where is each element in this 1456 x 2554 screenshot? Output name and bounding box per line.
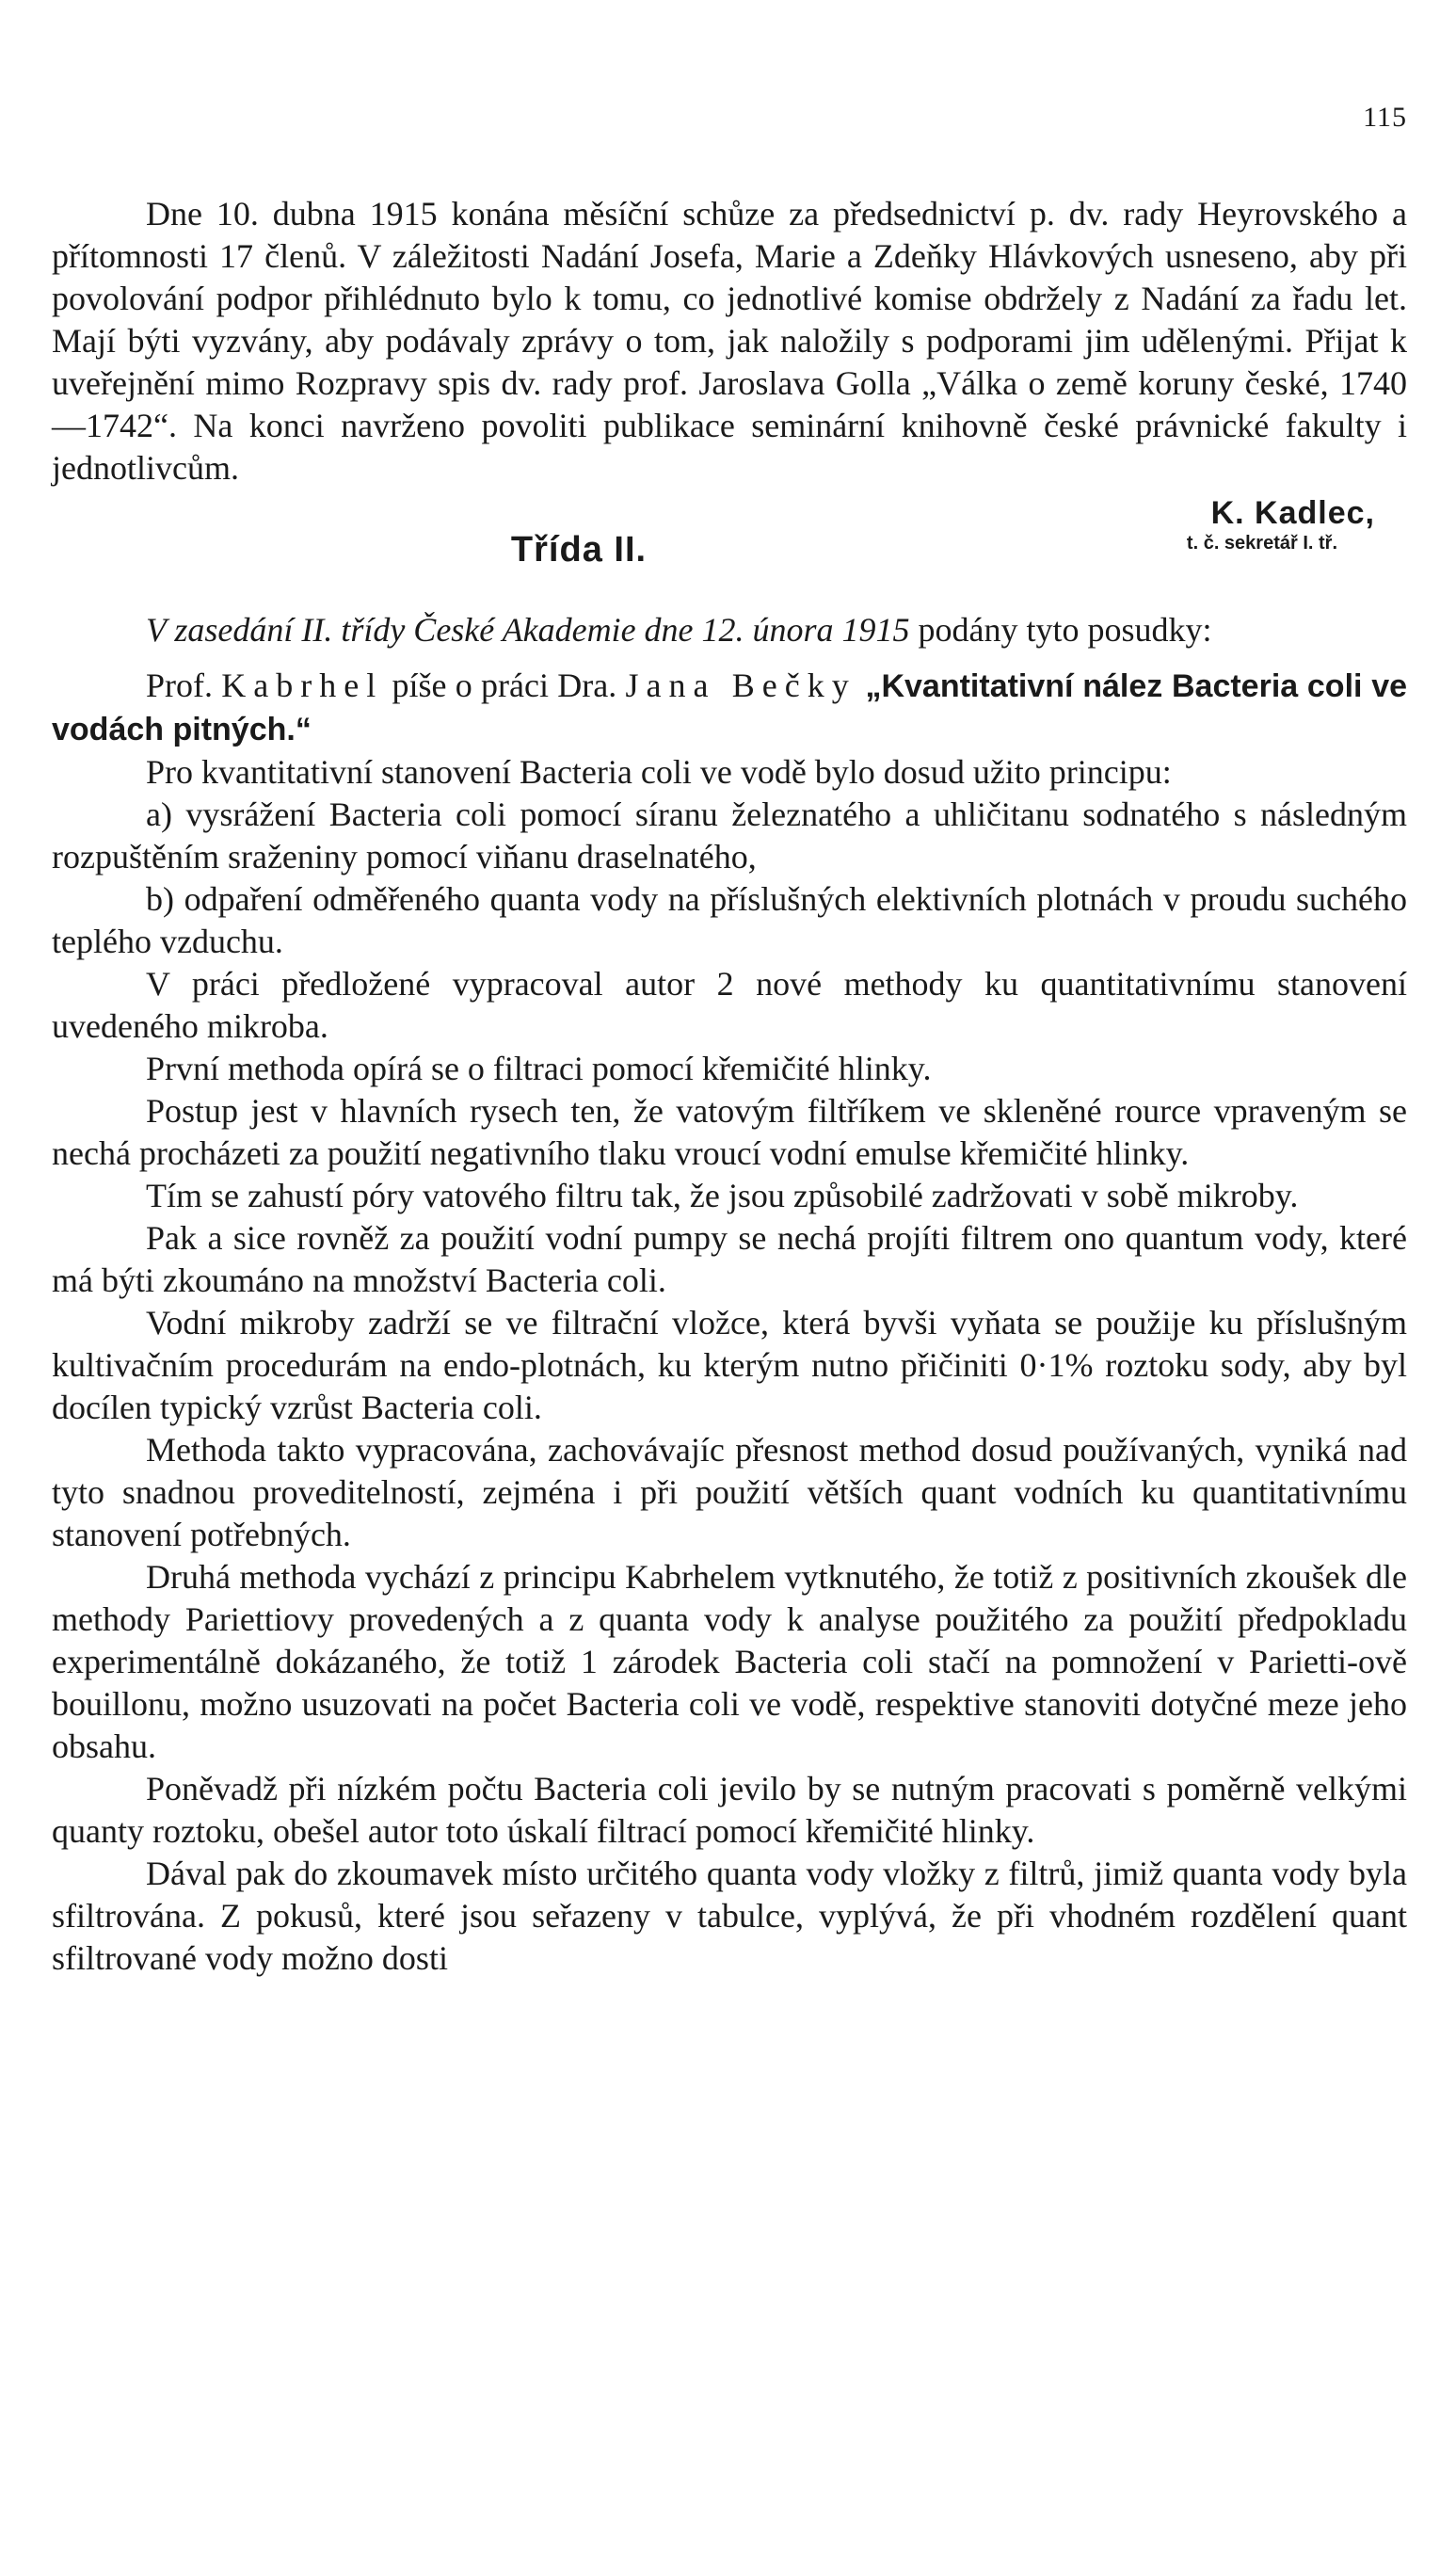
reviewer-name: Kabrhel xyxy=(221,667,384,704)
body-text xyxy=(52,193,1407,1980)
review-paragraph: b) odpaření odměřeného quanta vody na příslušných elektivních plotnách v proudu suchého teplého vzduchu. xyxy=(52,880,1407,960)
session-intro-italic: V zasedání II. třídy České Akademie dne 12. února 1915 xyxy=(146,611,910,649)
review-paragraph: Pro kvantitativní stanovení Bacteria coli ve vodě bylo dosud užito principu: xyxy=(146,753,1172,791)
work-title: „Kvantitativní nález Bacteria coli ve vodách pitných.“ xyxy=(52,668,1408,747)
session-intro xyxy=(52,609,1407,651)
review-paragraph: a) vysrážení Bacteria coli pomocí síranu železnatého a uhličitanu sodnatého s následným rozpuštěním sraženiny pomocí viňanu draselnatého, xyxy=(52,795,1407,875)
review-paragraph: Tím se zahustí póry vatového filtru tak, že jsou způsobilé zadržovati v sobě mikroby. xyxy=(146,1177,1299,1214)
review-paragraph: V práci předložené vypracoval autor 2 nové methody ku quantitativnímu stanovení uvedeného mikroba. xyxy=(52,965,1407,1045)
review-paragraph: První methoda opírá se o filtraci pomocí křemičité hlinky. xyxy=(146,1050,932,1087)
review-prefix: Prof. xyxy=(146,667,222,704)
review-paragraph: Druhá methoda vychází z principu Kabrhelem vytknutého, že totiž z positivních zkoušek dle methody Pariettiovy provedených a z quanta vody k analyse použitého za použití předpokladu experimentálně dokázaného, že totiž 1 zárodek Bacteria coli stačí na pomnožení v Parietti-ově bouillonu, možno usuzovati na počet Bacteria coli ve vodě, respektive stanoviti dotyčné meze jeho obsahu. xyxy=(52,1558,1407,1765)
review-paragraph: Dával pak do zkoumavek místo určitého quanta vody vložky z filtrů, jimiž quanta vody byla sfiltrována. Z pokusů, které jsou seřazeny v tabulce, vyplývá, že při vhodném rozdělení quant sfiltrované vody možno dosti xyxy=(52,1855,1407,1977)
review-paragraph: Pak a sice rovněž za použití vodní pumpy se nechá projíti filtrem ono quantum vody, které má býti zkoumáno na množství Bacteria coli. xyxy=(52,1219,1407,1299)
author-name: Jana Bečky xyxy=(625,667,856,704)
page-number: 115 xyxy=(1363,102,1407,133)
review-middle: píše o práci Dra. xyxy=(383,667,626,704)
meeting-report-paragraph: Dne 10. dubna 1915 konána měsíční schůze za předsednictví p. dv. rady Heyrovského a přítomnosti 17 členů. V záležitosti Nadání Josefa, Marie a Zdeňky Hlávkových usneseno, aby při povolování podpor přihlédnuto bylo k tomu, co jednotlivé komise obdržely z Nadání za řadu let. Mají býti vyzvány, aby podávaly zprávy o tom, jak naložily s podporami jim udělenými. Přijat k uveřejnění mimo Rozpravy spis dv. rady prof. Jaroslava Golla „Válka o země koruny české, 1740—1742“. Na konci navrženo povoliti publikace seminární knihovně české právnické fakulty i jednotlivcům. xyxy=(52,195,1407,487)
review-paragraph: Methoda takto vypracována, zachovávajíc přesnost method dosud používaných, vyniká nad tyto snadnou proveditelností, zejména i při použití větších quant vodních ku quantitativnímu stanovení potřebných. xyxy=(52,1431,1407,1553)
signature-role: t. č. sekretář I. tř. xyxy=(1186,533,1337,554)
review-paragraph: Poněvadž při nízkém počtu Bacteria coli jevilo by se nutným pracovati s poměrně velkými quanty roztoku, obešel autor toto úskalí filtrací pomocí křemičité hlinky. xyxy=(52,1770,1407,1850)
review-paragraph: Vodní mikroby zadrží se ve filtrační vložce, která byvši vyňata se použije ku příslušným kultivačním procedurám na endo-plotnách, ku kterým nutno přičiniti 0·1% roztoku sody, aby byl docílen typický vzrůst Bacteria coli. xyxy=(52,1304,1407,1426)
review-heading xyxy=(52,665,1407,751)
section-heading: Třída II. xyxy=(510,530,648,570)
signature-name: K. Kadlec, xyxy=(1210,495,1375,531)
spacer xyxy=(52,651,1407,665)
session-intro-rest: podány tyto posudky: xyxy=(909,611,1212,649)
review-paragraph: Postup jest v hlavních rysech ten, že vatovým filtříkem ve skleněné rource vpraveným se nechá procházeti za použití negativního tlaku vroucí vodní emulse křemičité hlinky. xyxy=(52,1092,1407,1172)
